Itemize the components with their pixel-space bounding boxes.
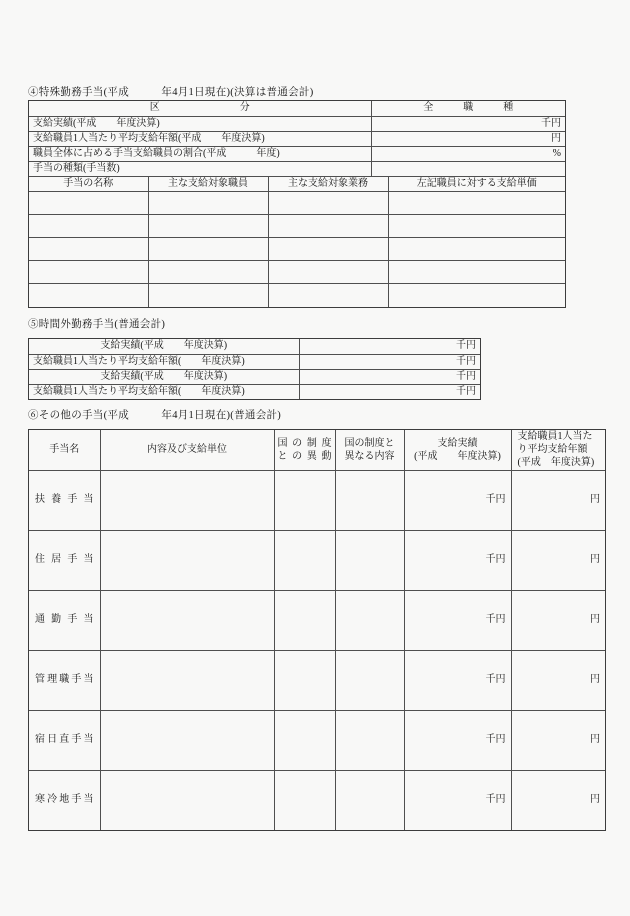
table-row — [29, 261, 565, 284]
table-row — [29, 369, 480, 384]
empty-cell — [268, 284, 388, 307]
table-row — [29, 238, 565, 261]
label-cell: 支給職員1人当たり平均支給年額(平成 年度決算) — [29, 131, 371, 146]
table-row — [29, 710, 605, 770]
header-cell: 主な支給対象業務 — [268, 177, 388, 192]
header-cell: 左記職員に対する支給単価 — [388, 177, 565, 192]
unit-cell: 千円 — [299, 354, 480, 369]
header-line: との異動 — [277, 450, 332, 462]
empty-cell — [100, 530, 274, 590]
content-unit-header-cell: 内容及び支給単位 — [100, 430, 274, 470]
label-cell: 職員全体に占める手当支給職員の割合(平成 年度) — [29, 146, 371, 161]
unit-cell — [371, 161, 565, 176]
table-row — [29, 650, 605, 710]
empty-cell — [335, 770, 404, 830]
actual-unit-cell: 千円 — [404, 470, 511, 530]
label-cell: 支給実績(平成 年度決算) — [29, 339, 299, 354]
table-row — [29, 192, 565, 215]
header-line: 異なる内容 — [344, 450, 395, 462]
empty-cell — [388, 192, 565, 215]
empty-cell — [29, 192, 148, 215]
label-cell: 支給職員1人当たり平均支給年額( 年度決算) — [29, 354, 299, 369]
empty-cell — [388, 284, 565, 307]
allowance-name-cell: 住居手当 — [29, 530, 100, 590]
avg-unit-cell: 円 — [511, 530, 605, 590]
all-job-types-header-cell: 全 職 種 — [371, 101, 565, 116]
empty-cell — [268, 215, 388, 238]
empty-cell — [274, 770, 335, 830]
table-row — [29, 215, 565, 238]
allowance-name-cell: 寒冷地手当 — [29, 770, 100, 830]
special-duty-summary-table — [29, 101, 565, 177]
unit-cell: 千円 — [456, 385, 476, 397]
unit-cell: 円 — [371, 131, 565, 146]
actual-unit-cell: 千円 — [404, 770, 511, 830]
table-row — [29, 530, 605, 590]
empty-cell — [100, 650, 274, 710]
avg-unit-cell: 円 — [511, 710, 605, 770]
empty-cell — [29, 261, 148, 284]
empty-cell — [335, 650, 404, 710]
table-row — [29, 354, 480, 369]
table-row — [29, 770, 605, 830]
label-cell: 支給職員1人当たり平均支給年額( 年度決算) — [29, 384, 299, 399]
unit-cell: 千円 — [299, 339, 480, 354]
empty-cell — [148, 238, 268, 261]
empty-cell — [100, 770, 274, 830]
empty-cell — [274, 590, 335, 650]
empty-cell — [274, 710, 335, 770]
section5-title: ⑤時間外勤務手当(普通会計) — [28, 319, 166, 330]
diff-content-header-cell — [335, 430, 404, 470]
table-row — [29, 339, 480, 354]
empty-cell — [268, 261, 388, 284]
header-cell: 手当の名称 — [29, 177, 148, 192]
empty-cell — [148, 284, 268, 307]
actual-unit-cell: 千円 — [404, 650, 511, 710]
header-line: り平均支給年額 — [517, 444, 588, 456]
empty-cell — [100, 590, 274, 650]
payment-record-header-cell — [404, 430, 511, 470]
table-row — [29, 161, 565, 176]
header-line: (平成 年度決算) — [517, 457, 595, 469]
header-line: 国の制度 — [277, 437, 332, 449]
empty-cell — [335, 530, 404, 590]
actual-unit-cell: 千円 — [404, 590, 511, 650]
empty-cell — [29, 215, 148, 238]
unit-cell: 千円 — [299, 369, 480, 384]
empty-cell — [148, 261, 268, 284]
table-row — [29, 284, 565, 307]
header-line: 国の制度と — [344, 437, 395, 449]
empty-cell — [388, 261, 565, 284]
actual-unit-cell: 千円 — [404, 530, 511, 590]
empty-cell — [148, 192, 268, 215]
empty-cell — [29, 284, 148, 307]
table-row — [29, 146, 565, 161]
special-duty-detail-table — [29, 177, 565, 307]
unit-cell: % — [371, 146, 565, 161]
empty-cell — [388, 215, 565, 238]
empty-cell — [274, 650, 335, 710]
overtime-table — [29, 339, 480, 399]
label-cell: 手当の種類(手当数) — [29, 161, 371, 176]
empty-cell — [335, 710, 404, 770]
table-header-row — [29, 101, 565, 116]
empty-cell — [274, 530, 335, 590]
label-cell: 支給実績(平成 年度決算) — [29, 116, 371, 131]
allowance-name-cell: 管理職手当 — [29, 650, 100, 710]
header-cell: 主な支給対象職員 — [148, 177, 268, 192]
category-header-cell: 区 分 — [29, 101, 371, 116]
table-header-row — [29, 430, 605, 470]
allowance-name-cell: 扶養手当 — [29, 470, 100, 530]
empty-cell — [335, 590, 404, 650]
avg-unit-cell: 円 — [511, 470, 605, 530]
average-amount-header-cell — [511, 430, 605, 470]
empty-cell — [335, 470, 404, 530]
table-row — [29, 116, 565, 131]
table-header-row — [29, 177, 565, 192]
allowance-name-header-cell: 手当名 — [29, 430, 100, 470]
section4-title: ④特殊勤務手当(平成 年4月1日現在)(決算は普通会計) — [28, 87, 314, 98]
table-row — [29, 590, 605, 650]
allowance-name-cell: 通勤手当 — [29, 590, 100, 650]
empty-cell — [388, 238, 565, 261]
empty-cell — [268, 238, 388, 261]
empty-cell — [100, 710, 274, 770]
avg-unit-cell: 円 — [511, 590, 605, 650]
label-cell: 支給実績(平成 年度決算) — [29, 369, 299, 384]
section6-title: ⑥その他の手当(平成 年4月1日現在)(普通会計) — [28, 410, 282, 421]
header-line: (平成 年度決算) — [414, 450, 501, 462]
overtime-allowance-table — [28, 338, 481, 400]
empty-cell — [29, 238, 148, 261]
actual-unit-cell: 千円 — [404, 710, 511, 770]
table-row — [29, 470, 605, 530]
header-line: 支給実績 — [437, 437, 478, 449]
empty-cell — [274, 470, 335, 530]
allowance-name-cell: 宿日直手当 — [29, 710, 100, 770]
table-row — [29, 384, 480, 399]
other-allowances-grid — [29, 430, 605, 830]
national-system-diff-header-cell — [274, 430, 335, 470]
avg-unit-cell: 円 — [511, 650, 605, 710]
empty-cell — [148, 215, 268, 238]
empty-cell — [100, 470, 274, 530]
empty-cell — [268, 192, 388, 215]
special-duty-allowance-table — [28, 100, 566, 308]
avg-unit-cell: 円 — [590, 794, 600, 806]
other-allowances-table — [28, 429, 606, 831]
table-row — [29, 131, 565, 146]
unit-cell: 千円 — [371, 116, 565, 131]
header-line: 支給職員1人当た — [517, 431, 593, 443]
